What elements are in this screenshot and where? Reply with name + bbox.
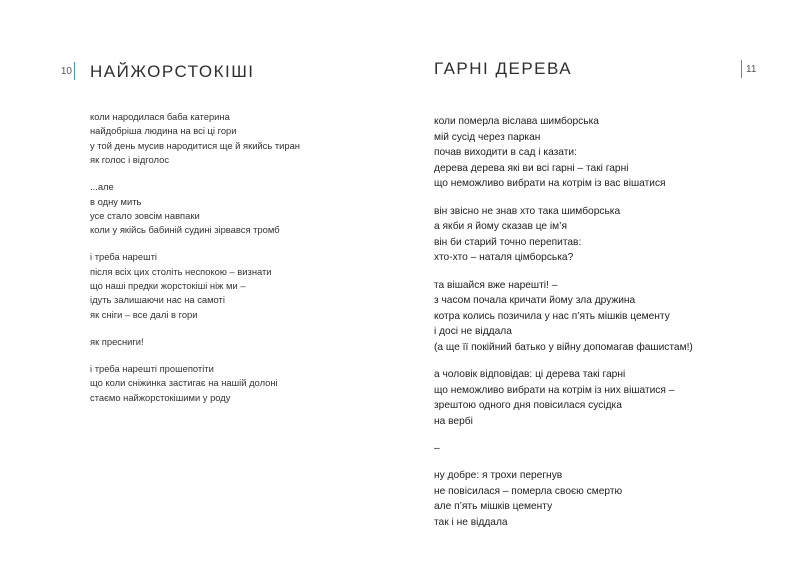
right-page-number-divider <box>741 60 742 78</box>
poem-line: найдобріша людина на всі ці гори <box>90 125 237 137</box>
poem-line: після всіх цих століть неспокою – визнати <box>90 265 272 277</box>
stanza-gap <box>434 429 693 441</box>
stanza-gap <box>90 168 300 181</box>
stanza-gap <box>434 192 693 204</box>
right-page <box>400 0 800 562</box>
right-poem-title: ГАРНІ ДЕРЕВА <box>434 59 573 78</box>
poem-line: хто-хто – наталя цімборська? <box>434 252 574 264</box>
stanza-gap <box>90 238 300 251</box>
poem-line: у той день мусив народитися ще й якийсь тиран <box>90 139 300 151</box>
poem-stanza <box>90 362 300 405</box>
poem-line: і треба нарешті <box>90 251 157 263</box>
poem-line: зрештою одного дня повісилася сусідка <box>434 400 622 412</box>
poem-line: та вішайся вже нарешті! – <box>434 279 558 291</box>
left-poem-title: НАЙЖОРСТОКІШІ <box>90 62 255 81</box>
stanza-gap <box>434 457 693 469</box>
poem-line: на вербі <box>434 415 473 427</box>
right-poem-body <box>434 114 693 531</box>
poem-line: в одну мить <box>90 195 142 207</box>
poem-line: що коли сніжинка застигає на нашій долоні <box>90 377 278 389</box>
poem-stanza <box>90 180 300 238</box>
poem-line: почав виходити в сад і казати: <box>434 147 577 159</box>
poem-line: котра колись позичила у нас п’ять мішків цементу <box>434 310 670 322</box>
stanza-gap <box>90 322 300 335</box>
right-page-number: 11 <box>746 64 757 75</box>
poem-stanza <box>434 367 693 429</box>
poem-line: але п’ять мішків цементу <box>434 501 553 513</box>
poem-line: (а ще її покійний батько у війну допомагав фашистам!) <box>434 341 693 353</box>
poem-line: стаємо найжорстокішими у роду <box>90 391 231 403</box>
poem-line: – <box>434 443 440 455</box>
poem-stanza <box>434 441 693 457</box>
poem-line: як сніги – все далі в гори <box>90 308 198 320</box>
poem-line: а чоловік відповідав: ці дерева такі гарні <box>434 369 626 381</box>
poem-stanza <box>434 278 693 356</box>
stanza-gap <box>90 349 300 362</box>
left-poem-body <box>90 110 300 405</box>
poem-stanza <box>434 114 693 192</box>
poem-line: усе стало зовсім навпаки <box>90 209 200 221</box>
poem-line: він звісно не знав хто така шимборська <box>434 205 621 217</box>
poem-line: як пресниги! <box>90 335 144 347</box>
left-page-number-divider <box>74 62 75 80</box>
left-page-number: 10 <box>60 66 72 77</box>
poem-line: як голос і відголос <box>90 154 170 166</box>
poem-line: так і не віддала <box>434 517 508 529</box>
poem-stanza <box>90 110 300 168</box>
poem-line: і досі не віддала <box>434 326 512 338</box>
poem-line: ідуть залишаючи нас на самоті <box>90 294 225 306</box>
poem-line: ...але <box>90 181 114 193</box>
poem-line: коли у якійсь бабиній судині зірвався тромб <box>90 224 280 236</box>
poem-line: ну добре: я трохи перегнув <box>434 470 563 482</box>
poem-line: а якби я йому сказав це ім’я <box>434 221 567 233</box>
poem-line: коли померла віслава шимборська <box>434 116 599 127</box>
poem-stanza <box>90 335 300 349</box>
poem-line: що неможливо вибрати на котрім із вас вішатися <box>434 178 666 190</box>
poem-stanza <box>434 204 693 266</box>
poem-line: він би старий точно перепитав: <box>434 236 582 248</box>
poem-stanza <box>90 250 300 322</box>
poem-line: з часом почала кричати йому зла дружина <box>434 295 636 307</box>
poem-stanza <box>434 468 693 530</box>
poem-line: дерева дерева які ви всі гарні – такі гарні <box>434 162 629 174</box>
poem-line: не повісилася – померла своєю смертю <box>434 485 623 497</box>
poem-line: і треба нарешті прошепотіти <box>90 362 214 374</box>
poem-line: мій сусід через паркан <box>434 131 541 143</box>
stanza-gap <box>434 356 693 368</box>
stanza-gap <box>434 266 693 278</box>
poem-line: що наші предки жорстокіші ніж ми – <box>90 280 246 292</box>
poem-line: що неможливо вибрати на котрім із них вішатися – <box>434 384 675 396</box>
poem-line: коли народилася баба катерина <box>90 111 230 122</box>
